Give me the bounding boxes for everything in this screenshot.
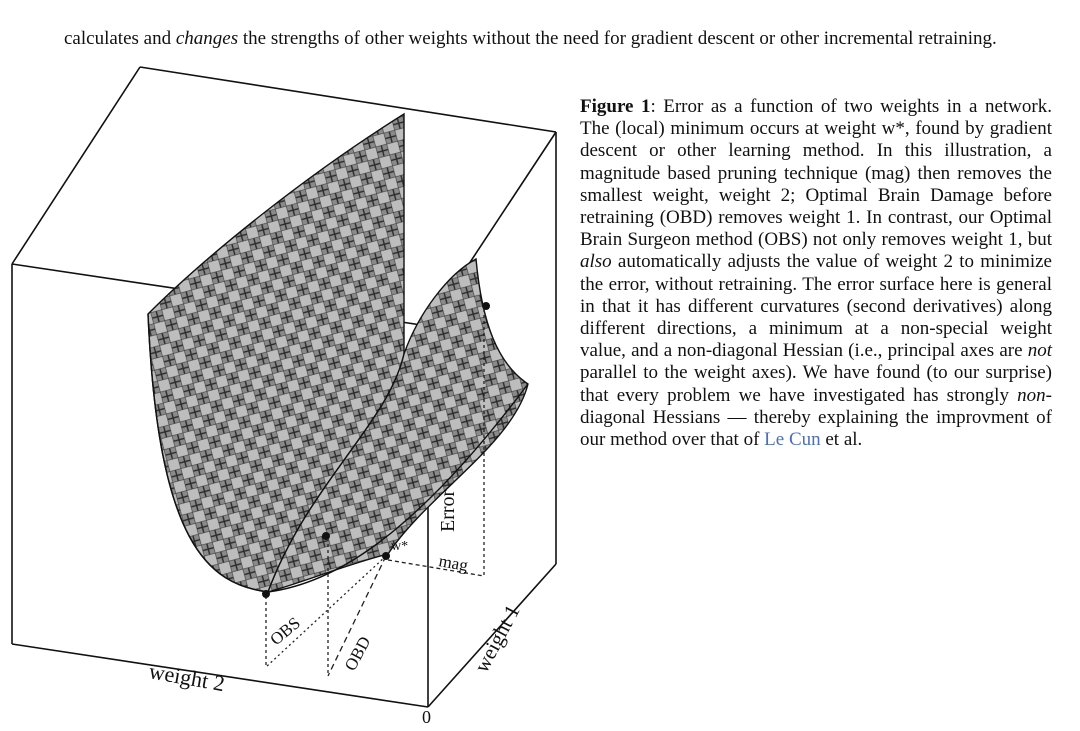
error-surface-figure <box>8 64 568 726</box>
intro-text-1: calculates and <box>64 28 176 49</box>
intro-paragraph <box>64 28 1044 50</box>
obs-point <box>262 590 270 598</box>
caption-label: Figure 1 <box>580 96 651 117</box>
error-axis-label: Error <box>437 489 459 532</box>
obs-label: OBS <box>266 613 304 650</box>
mag-label: mag <box>437 551 470 576</box>
caption-emphasis-not: not <box>1027 340 1052 362</box>
caption-emphasis-non: non <box>1017 384 1046 406</box>
caption-text-2: automatically adjusts the value of weight 2 to minimize the error, without retraining. The error surface here is general in that it has different curvatures (second derivatives) along different directions, a minimum at a non-special weight value, and a non-diagonal Hessian (i.e., principal axes are <box>580 251 1052 362</box>
figure-caption <box>580 96 1052 451</box>
error-surface-plot <box>8 64 568 726</box>
weight1-axis-label: weight 1 <box>469 600 525 677</box>
caption-text-3: parallel to the weight axes). We have found (to our surprise) that every problem we have investigated has strongly <box>580 362 1052 406</box>
weight2-axis-label: weight 2 <box>147 658 227 697</box>
mag-point <box>482 302 490 310</box>
caption-text-1: : Error as a function of two weights in a network. The (local) minimum occurs at weight w*, found by gradient descent or other learning method. In this illustration, a magnitude based pruning technique (mag) then removes the smallest weight, weight 2; Optimal Brain Damage before retraining (OBD) removes weight 1. In contrast, our Optimal Brain Surgeon method (OBS) not only removes weight 1, but <box>580 96 1052 251</box>
intro-emphasis: changes <box>175 28 239 49</box>
origin-label: 0 <box>422 707 431 726</box>
citation-link[interactable]: Le Cun <box>764 429 821 451</box>
intro-text-2: the strengths of other weights without the need for gradient descent or other incremental retraining. <box>238 28 997 49</box>
wstar-label: w* <box>391 539 409 554</box>
caption-text-5: et al. <box>820 429 863 451</box>
caption-text-4: -diagonal Hessians — thereby explaining the improvment of our method over that of <box>580 384 1052 451</box>
obd-point <box>322 532 330 540</box>
obd-label: OBD <box>340 633 375 674</box>
error-surface <box>148 114 528 592</box>
minimum-point <box>382 552 390 560</box>
caption-emphasis-also: also <box>580 251 612 273</box>
